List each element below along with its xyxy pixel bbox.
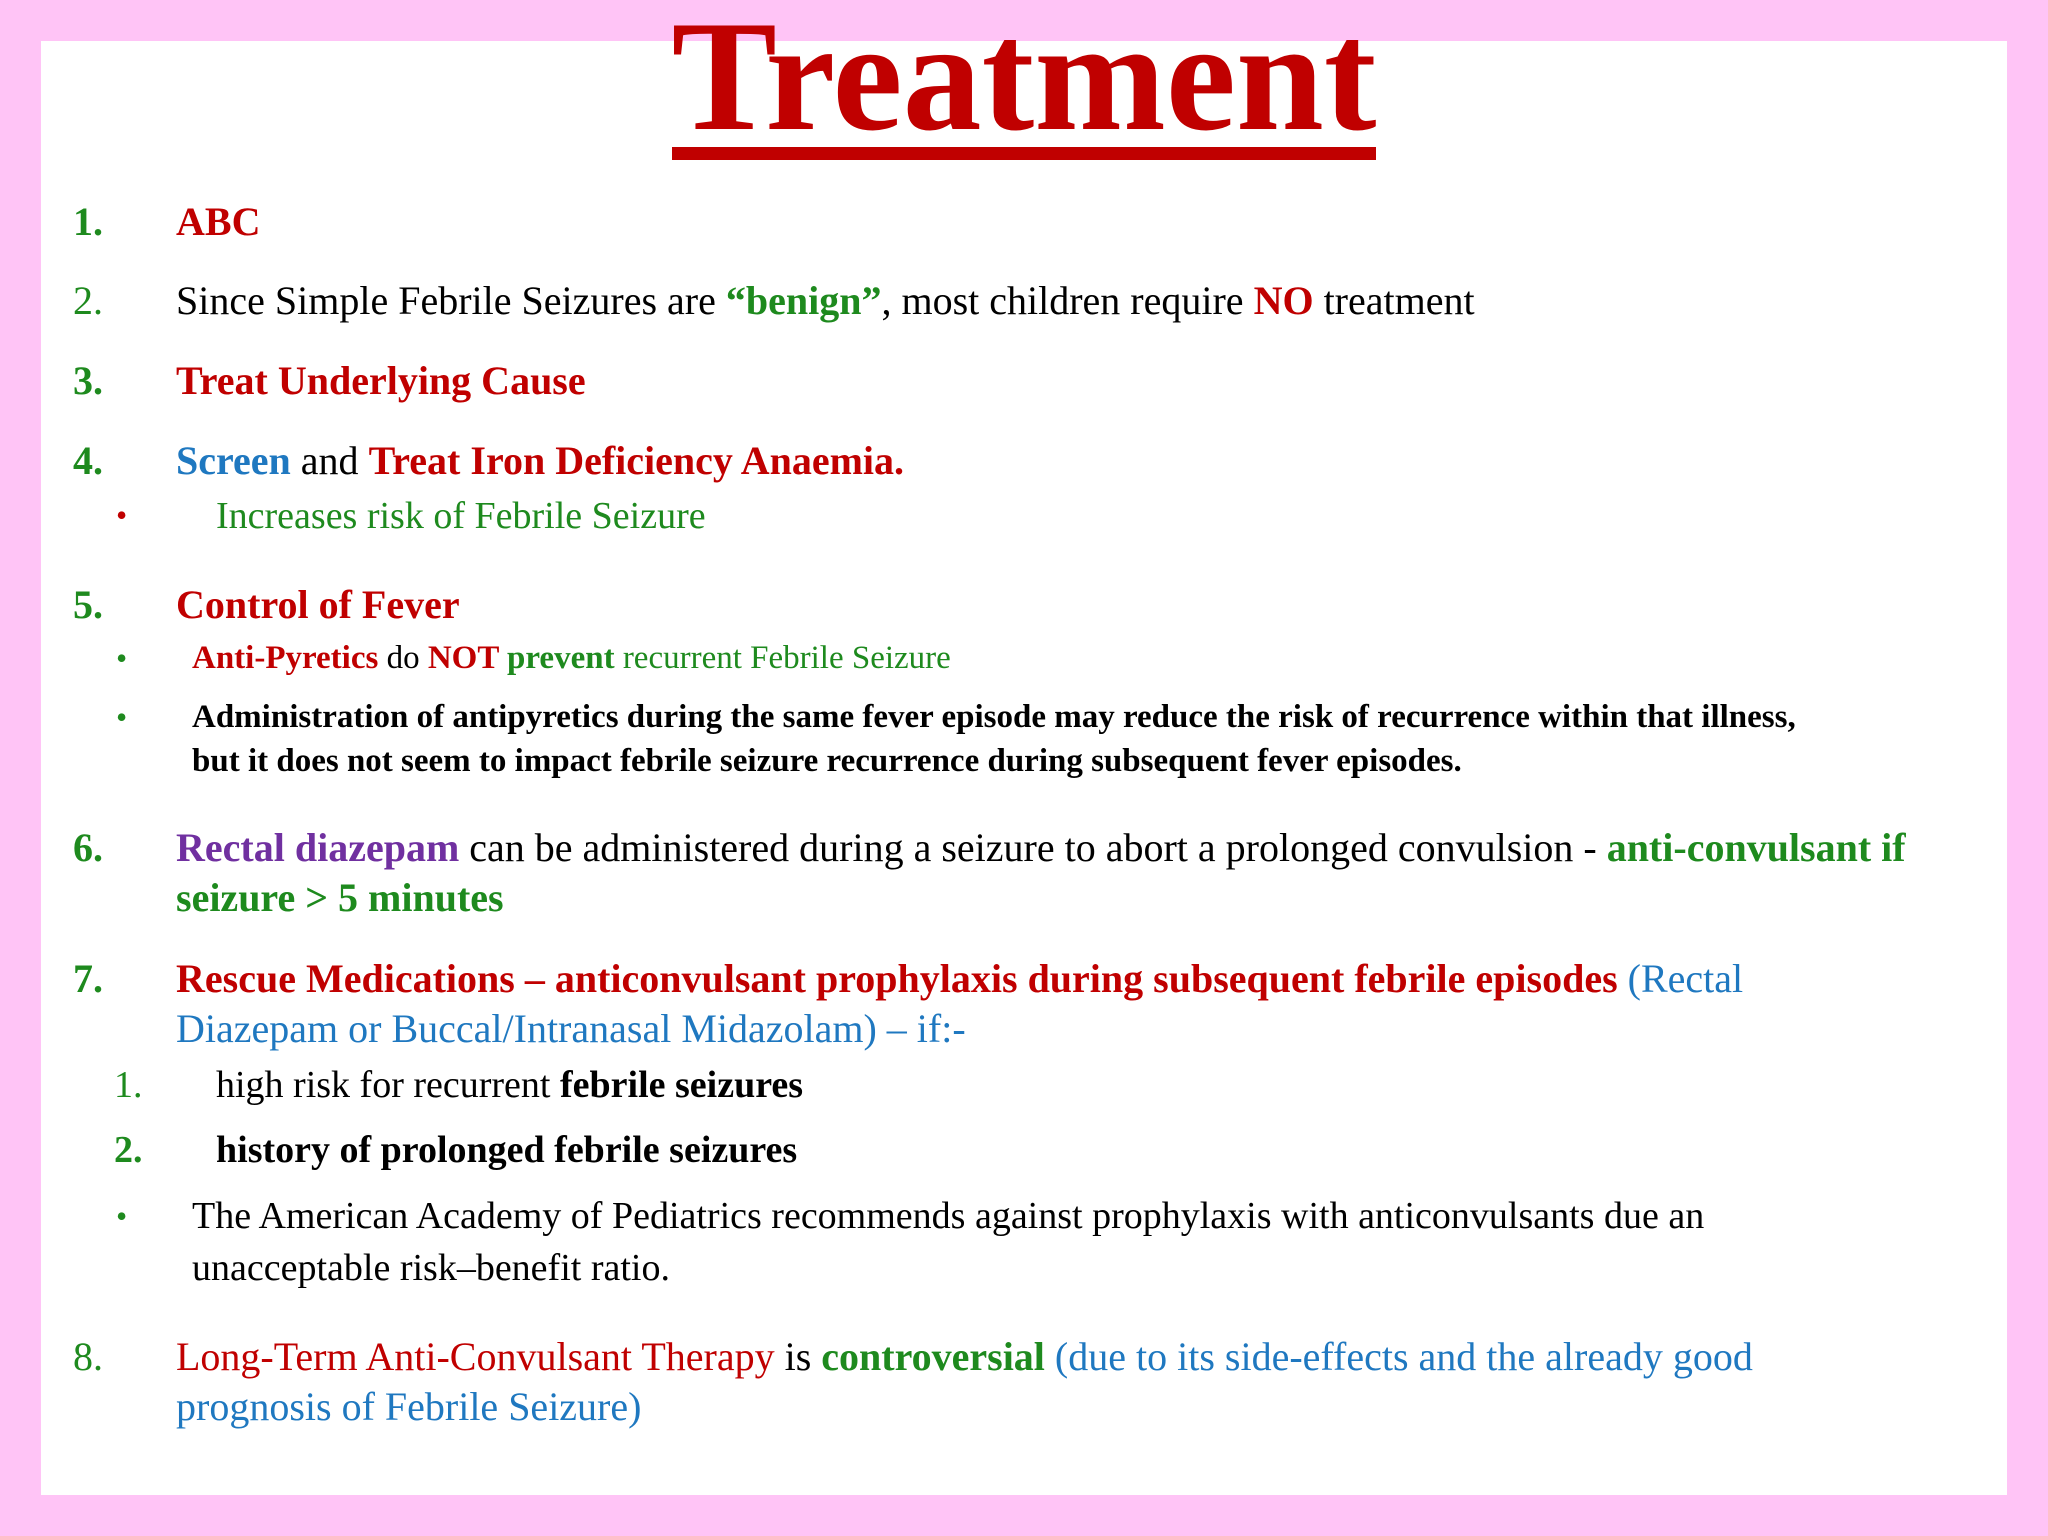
text-segment: Since Simple Febrile Seizures are	[176, 278, 726, 323]
item-text	[176, 822, 1906, 873]
text-segment: febrile seizures	[560, 1064, 804, 1106]
text-segment: Treat Iron Deficiency Anaemia.	[368, 438, 905, 483]
item-text	[216, 1060, 803, 1111]
text-segment: , most children require	[881, 278, 1254, 323]
text-segment: (Rectal	[1617, 956, 1744, 1001]
item-text-line-2: seizure > 5 minutes	[176, 875, 504, 920]
text-segment: and	[290, 438, 369, 483]
text-segment: Rescue Medications – anticonvulsant prophylaxis during subsequent febrile episodes	[176, 956, 1618, 1001]
bullet-icon: •	[116, 699, 128, 735]
item-number: 1.	[73, 199, 103, 244]
item-number: 1.	[114, 1064, 143, 1106]
item-text-line-2: but it does not seem to impact febrile seizure recurrence during subsequent fever episodes.	[192, 743, 1462, 779]
item-number: 7.	[73, 956, 103, 1001]
item-text-line-2: unacceptable risk–benefit ratio.	[192, 1247, 670, 1289]
item-number: 2.	[114, 1129, 143, 1171]
text-segment: anti-convulsant if	[1606, 825, 1906, 870]
item-label: Treat Underlying Cause	[176, 358, 586, 403]
item-label: Control of Fever	[176, 582, 460, 627]
text-segment: controversial	[821, 1334, 1045, 1379]
item-text-line-1: The American Academy of Pediatrics recommends against prophylaxis with anticonvulsants due an	[192, 1195, 1705, 1237]
text-segment: (due to its side-effects and the already good	[1044, 1334, 1753, 1379]
text-segment: Screen	[176, 438, 291, 483]
item-text	[176, 435, 904, 486]
text-segment: recurrent Febrile Seizure	[614, 640, 951, 676]
item-number: 2.	[73, 278, 103, 323]
item-number: 8.	[73, 1334, 103, 1379]
bullet-icon: •	[116, 640, 128, 676]
item-text-line-1: Administration of antipyretics during the same fever episode may reduce the risk of recurrence within that illness,	[192, 699, 1796, 735]
text-segment: do	[378, 640, 428, 676]
item-text	[176, 953, 1743, 1004]
text-segment: NOT	[427, 640, 499, 676]
item-text	[192, 636, 951, 680]
text-segment: high risk for recurrent	[216, 1064, 560, 1106]
text-segment: prevent	[498, 640, 615, 676]
text-segment: Long-Term Anti-Convulsant Therapy	[176, 1334, 775, 1379]
item-number: 6.	[73, 825, 103, 870]
item-text	[176, 275, 1475, 326]
page-title: Treatment	[671, 0, 1377, 164]
item-number: 3.	[73, 358, 103, 403]
item-number: 5.	[73, 582, 103, 627]
item-number: 4.	[73, 438, 103, 483]
text-segment: NO	[1253, 278, 1314, 323]
item-text-line-2: Diazepam or Buccal/Intranasal Midazolam) – if:-	[176, 1006, 966, 1051]
item-text: history of prolonged febrile seizures	[216, 1129, 798, 1171]
item-label: ABC	[176, 199, 261, 244]
text-segment: treatment	[1313, 278, 1475, 323]
bullet-icon: •	[116, 497, 128, 533]
text-segment: is	[774, 1334, 822, 1379]
item-text	[176, 1331, 1753, 1382]
item-text-line-2: prognosis of Febrile Seizure)	[176, 1384, 642, 1429]
text-segment: can be administered during a seizure to abort a prolonged convulsion -	[459, 825, 1607, 870]
text-segment: Rectal diazepam	[176, 825, 460, 870]
text-segment: “benign”	[725, 278, 882, 323]
bullet-icon: •	[116, 1198, 128, 1234]
item-text: Increases risk of Febrile Seizure	[216, 495, 706, 537]
text-segment: Anti-Pyretics	[192, 640, 379, 676]
